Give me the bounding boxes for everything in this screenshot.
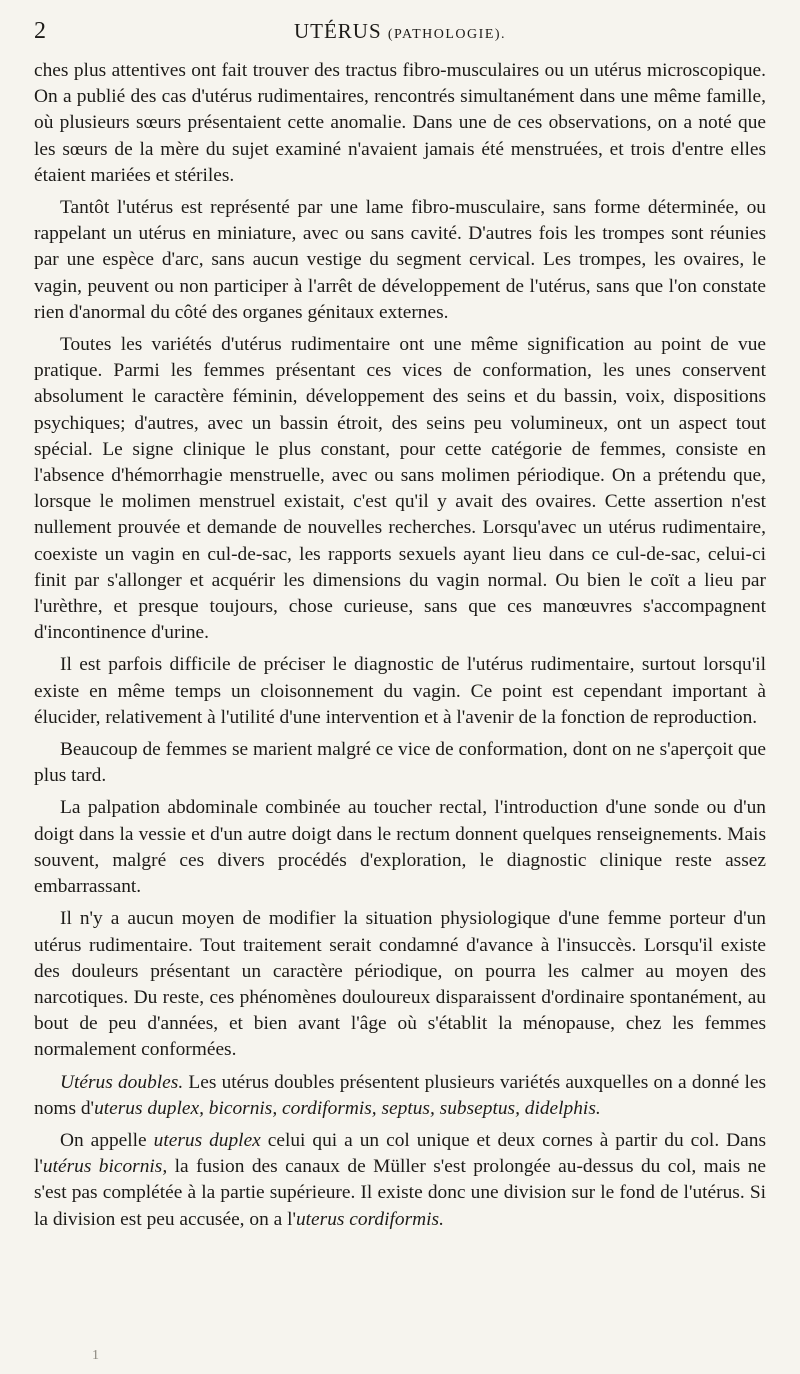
running-title-main: UTÉRUS	[293, 19, 382, 43]
text-run: Il est parfois difficile de préciser le diagnostic de l'utérus rudimentaire, surtout lorsqu'il existe en même temps un cloisonnement du vagin. Ce point est cependant important à élucider, relativement à l'utilité d'une intervention et à l'avenir de la fonction de reproduction.	[34, 654, 766, 728]
body-text	[34, 58, 766, 1233]
paragraph	[34, 332, 766, 646]
paragraph	[34, 906, 766, 1063]
page-header	[34, 18, 766, 58]
italic-term: Utérus doubles.	[60, 1071, 184, 1093]
italic-term: utérus bicornis,	[42, 1156, 168, 1178]
text-run: celui qui a un col unique et deux cornes à partir du col. Dans l'	[34, 1129, 766, 1178]
text-run: Toutes les variétés d'utérus rudimentaire ont une même signification au point de vue pratique. Parmi les femmes présentant ces vices de conformation, les unes conservent absolument le caractère féminin, développement des seins et du bassin, voix, dispositions psychiques; d'autres, avec un bassin étroit, des seins peu volumineux, ont un aspect tout spécial. Le signe clinique le plus constant, pour cette catégorie de femmes, consiste en l'absence d'hémorrhagie menstruelle, avec ou sans molimen périodique. On a prétendu que, lorsque le molimen menstruel existait, c'est qu'il y avait des ovaires. Cette assertion n'est nullement prouvée et demande de nouvelles recherches. Lorsqu'avec un utérus rudimentaire, coexiste un vagin en cul-de-sac, les rapports sexuels ayant lieu dans ce cul-de-sac, celui-ci finit par s'allonger et acquérir les dimensions du vagin normal. Ou bien le coït a lieu par l'urèthre, et presque toujours, chose curieuse, sans que ces manœuvres s'accompagnent d'incontinence d'urine.	[34, 334, 766, 644]
text-run: la fusion des canaux de Müller s'est prolongée au-dessus du col, mais ne s'est pas complétée à la partie supérieure. Il existe donc une division sur le fond de l'utérus. Si la division est peu accusée, on a l'	[34, 1156, 766, 1230]
text-run: La palpation abdominale combinée au toucher rectal, l'introduction d'une sonde ou d'un doigt dans la vessie et d'un autre doigt dans le rectum donnent quelques renseignements. Mais souvent, malgré ces divers procédés d'exploration, le diagnostic clinique reste assez embarrassant.	[34, 797, 766, 898]
paragraph	[34, 1128, 766, 1233]
text-run: On appelle	[60, 1129, 154, 1151]
text-run: Les utérus doubles présentent plusieurs variétés auxquelles on a donné les noms d'	[34, 1071, 766, 1119]
paragraph	[34, 1070, 766, 1122]
paragraph	[34, 737, 766, 789]
text-run: ches plus attentives ont fait trouver des tractus fibro-musculaires ou un utérus microscopique. On a publié des cas d'utérus rudimentaires, rencontrés simultanément dans une même famille, où plusieurs sœurs présentaient cette anomalie. Dans une de ces observations, on a noté que les sœurs de la mère du sujet examiné n'avaient jamais été menstruées, et trois d'entre elles étaient mariées et stériles.	[34, 60, 766, 186]
text-run: Tantôt l'utérus est représenté par une lame fibro-musculaire, sans forme déterminée, ou rappelant un utérus en miniature, avec ou sans cavité. D'autres fois les trompes sont réunies par une espèce d'arc, sans aucun vestige du segment cervical. Les trompes, les ovaires, le vagin, peuvent ou non participer à l'arrêt de développement de l'utérus, sans que l'on constate rien d'anormal du côté des organes génitaux externes.	[34, 197, 766, 323]
italic-term: uterus duplex	[153, 1129, 261, 1151]
paragraph	[34, 58, 766, 189]
italic-term: uterus duplex, bicornis, cordiformis, septus, subseptus, didelphis.	[94, 1097, 601, 1119]
running-title	[84, 19, 766, 44]
page-number: 2	[34, 18, 46, 44]
paragraph	[34, 652, 766, 731]
bottom-mark: 1	[92, 1348, 99, 1363]
text-run: Beaucoup de femmes se marient malgré ce vice de conformation, dont on ne s'aperçoit que plus tard.	[34, 739, 766, 787]
running-title-sub: (PATHOLOGIE).	[387, 27, 507, 42]
text-run: Il n'y a aucun moyen de modifier la situation physiologique d'une femme porteur d'un utérus rudimentaire. Tout traitement serait condamné d'avance à l'insuccès. Lorsqu'il existe des douleurs présentant un caractère périodique, on pourra les calmer au moyen des narcotiques. Du reste, ces phénomènes douloureux disparaissent d'ordinaire spontanément, au bout de peu d'années, et bien avant l'âge où s'établit la ménopause, chez les femmes normalement conformées.	[34, 908, 766, 1061]
paragraph	[34, 795, 766, 900]
paragraph	[34, 195, 766, 326]
italic-term: uterus cordiformis.	[295, 1208, 444, 1230]
